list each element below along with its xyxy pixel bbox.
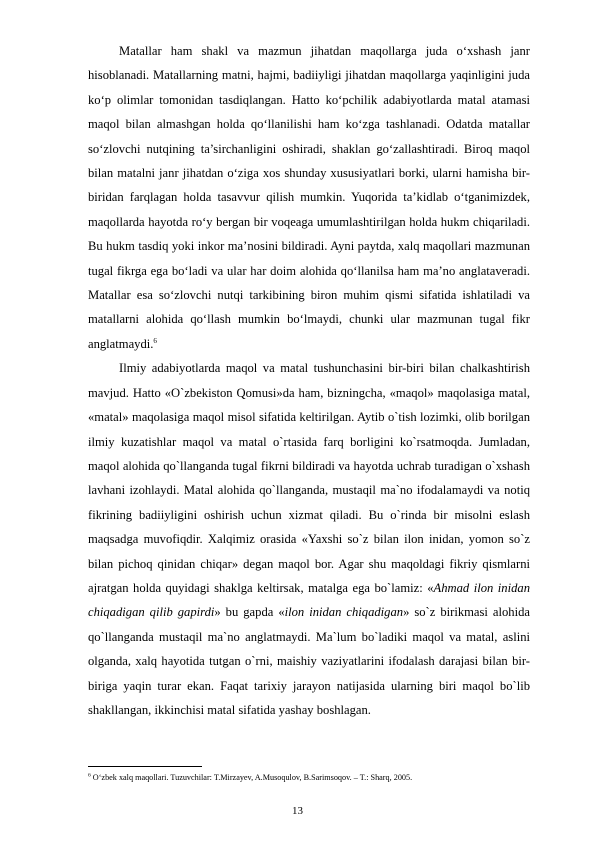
footnote-marker: 6 bbox=[88, 772, 91, 779]
footnote-text: O‘zbek xalq maqollari. Tuzuvchilar: T.Mirzayev, A.Musoqulov, B.Sarimsoqov. – T.: Sharq, 2005. bbox=[90, 773, 413, 782]
page-number: 13 bbox=[292, 805, 303, 817]
paragraph-2-text-part-3: » so`z birikmasi alohida qo`llanganda mustaqil ma`no anglatmaydi. Ma`lum bo`ladiki maqol va matal, aslini olganda, xalq hayotida tutgan o`rni, maishiy vaziyatlarini ifodalash darajasi bilan bir-biriga yaqin turar ekan. Faqat tarixiy jarayon natijasida ularning biri maqol bo`lib shakllangan, ikkinchisi matal sifatida yashay boshlagan. bbox=[88, 605, 530, 717]
paragraph-1 bbox=[88, 39, 530, 356]
paragraph-2-text-part-2: » bu gapda « bbox=[214, 605, 285, 620]
paragraph-2 bbox=[88, 356, 530, 722]
footnote-reference: 6 bbox=[153, 336, 157, 345]
page-body bbox=[88, 39, 530, 722]
paragraph-2-italic-example-1: Ahmad ilon inidan chiqadigan qilib gapirdi bbox=[88, 580, 530, 620]
paragraph-1-text: Matallar ham shakl va mazmun jihatdan maqollarga juda o‘xshash janr hisoblanadi. Matallarning matni, hajmi, badiiyligi jihatdan maqollarga yaqinligini juda ko‘p olimlar tomonidan tasdiqlangan. Hatto ko‘pchilik adabiyotlarda matal atamasi maqol bilan almashgan holda qo‘llanilishi ham ko‘zga tashlanadi. Odatda matallar so‘zlovchi nutqining ta’sirchanligini oshiradi, shaklan go‘zallashtiradi. Biroq maqol bilan matalni janr jihatdan o‘ziga xos shunday xususiyatlari borki, ularni hamisha bir-biridan farqlagan holda tasavvur qilish mumkin. Yuqorida ta’kidlab o‘tganimizdek, maqollarda hayotda ro‘y bergan bir voqeaga umumlashtirilgan holda hukm chiqariladi. Bu hukm tasdiq yoki inkor ma’nosini bildiradi. Ayni paytda, xalq maqollari mazmunan tugal fikrga ega bo‘ladi va ular har doim alohida qo‘llanilsa ham ma’no anglataveradi. Matallar esa so‘zlovchi nutqi tarkibining biron muhim qismi sifatida ishlatiladi va matallarni alohida qo‘llash mumkin bo‘lmaydi, chunki ular mazmunan tugal fikr anglatmaydi. bbox=[88, 44, 530, 351]
footnote-separator bbox=[88, 766, 202, 767]
paragraph-2-italic-example-2: ilon inidan chiqadigan bbox=[284, 605, 404, 620]
paragraph-2-text-part-1: Ilmiy adabiyotlarda maqol va matal tushunchasini bir-biri bilan chalkashtirish mavjud. Hatto «O`zbekiston Qomusi»da ham, bizningcha, «maqol» maqolasiga matal, «matal» maqolasiga maqol misol sifatida keltirilgan. Aytib o`tish lozimki, olib borilgan ilmiy kuzatishlar maqol va matal o`rtasida farq borligini ko`rsatmoqda. Jumladan, maqol alohida qo`llanganda tugal fikrni bildiradi va hayotda uchrab turadigan o`xshash lavhani izohlaydi. Matal alohida qo`llanganda, mustaqil ma`no ifodalamaydi va notiq fikrining badiiyligini oshirish uchun xizmat qiladi. Bu o`rinda bir misolni eslash maqsadga muvofiqdir. Xalqimiz orasida «Yaxshi so`z bilan ilon inidan, yomon so`z bilan pichoq qinidan chiqar» degan maqol bor. Agar shu maqoldagi fikriy qismlarni ajratgan holda quyidagi shaklga keltirsak, matalga ega bo`lamiz: « bbox=[88, 361, 530, 595]
footnote bbox=[88, 772, 538, 783]
